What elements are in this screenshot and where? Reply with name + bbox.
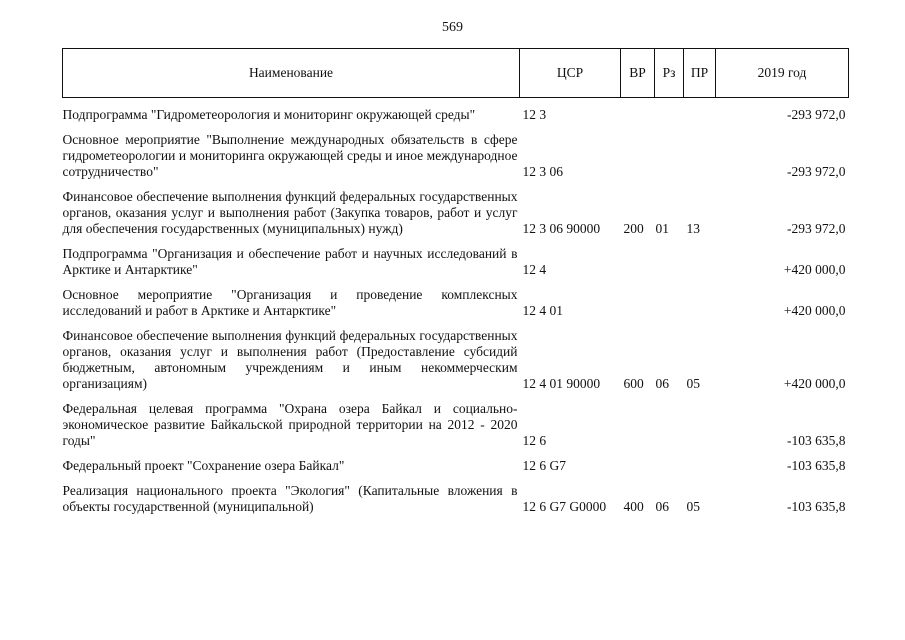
row-name: Финансовое обеспечение выполнения функций федеральных государственных органов, оказания услуг и выполнения работ (Закупка товаров, работ и услуг для обеспечения государственных (муниципальных) нужд) [62,189,518,236]
row-csr: 12 6 [522,433,547,448]
table-row [63,98,849,124]
row-name: Федеральная целевая программа "Охрана озера Байкал и социально-экономическое развитие Байкальской природной территории на 2012 - 2020 годы" [62,401,518,448]
table-row [63,180,849,237]
row-csr: 12 6 G7 G0000 [522,499,607,514]
header-year: 2019 год [716,49,849,98]
row-amount: -293 972,0 [787,164,846,179]
row-csr: 12 3 06 [522,164,563,179]
row-pr [684,237,716,278]
row-amount: +420 000,0 [783,262,846,277]
row-vr: 200 [623,221,644,236]
row-pr [684,278,716,319]
row-vr [621,278,655,319]
header-csr: ЦСР [520,49,621,98]
row-amount: -103 635,8 [787,458,846,473]
row-csr: 12 4 01 [522,303,563,318]
row-name: Федеральный проект "Сохранение озера Байкал" [62,458,345,473]
row-name: Финансовое обеспечение выполнения функций федеральных государственных органов, оказания услуг и выполнения работ (Предоставление субсидий бюджетным, автономным учреждениям и иным некоммерческим организациям) [62,328,518,391]
header-vr: ВР [621,49,655,98]
row-name: Основное мероприятие "Организация и проведение комплексных исследований и работ в Арктике и Антарктике" [62,287,518,318]
header-pr: ПР [684,49,716,98]
row-name: Основное мероприятие "Выполнение международных обязательств в сфере гидрометеорологии и мониторинга окружающей среды и иное международное сотрудничество" [62,132,518,179]
row-csr: 12 3 06 90000 [522,221,601,236]
row-rz [655,392,684,449]
table-row [63,278,849,319]
row-amount: -103 635,8 [787,499,846,514]
header-rz: Рз [655,49,684,98]
row-amount: -293 972,0 [787,221,846,236]
row-amount: -103 635,8 [787,433,846,448]
row-pr [684,392,716,449]
row-pr: 05 [686,376,700,391]
row-pr [684,98,716,124]
row-vr [621,98,655,124]
row-rz: 06 [655,499,669,514]
row-name: Реализация национального проекта "Экология" (Капитальные вложения в объекты государственной (муниципальной) [62,483,518,514]
row-amount: +420 000,0 [783,376,846,391]
row-amount: -293 972,0 [787,107,846,122]
row-amount: +420 000,0 [783,303,846,318]
table-row [63,123,849,180]
row-pr [684,123,716,180]
row-vr [621,449,655,474]
row-rz [655,449,684,474]
row-vr: 600 [623,376,644,391]
row-csr: 12 4 01 90000 [522,376,601,391]
row-vr [621,392,655,449]
row-name: Подпрограмма "Организация и обеспечение работ и научных исследований в Арктике и Антарктике" [62,246,518,277]
row-vr [621,237,655,278]
row-rz [655,123,684,180]
row-rz [655,98,684,124]
budget-table [62,48,849,515]
row-rz [655,237,684,278]
table-row [63,237,849,278]
table-row [63,449,849,474]
row-rz: 06 [655,376,669,391]
row-csr: 12 4 [522,262,547,277]
row-vr: 400 [623,499,644,514]
row-pr [684,449,716,474]
row-pr: 05 [686,499,700,514]
row-csr: 12 6 G7 [522,458,566,473]
header-name: Наименование [63,49,520,98]
row-vr [621,123,655,180]
row-rz: 01 [655,221,669,236]
table-row [63,319,849,392]
row-pr: 13 [686,221,700,236]
row-name: Подпрограмма "Гидрометеорология и мониторинг окружающей среды" [62,107,476,122]
table-row [63,392,849,449]
row-rz [655,278,684,319]
page-number: 569 [442,20,463,35]
table-header-row [63,49,849,98]
row-csr: 12 3 [522,107,547,122]
table-row [63,474,849,515]
